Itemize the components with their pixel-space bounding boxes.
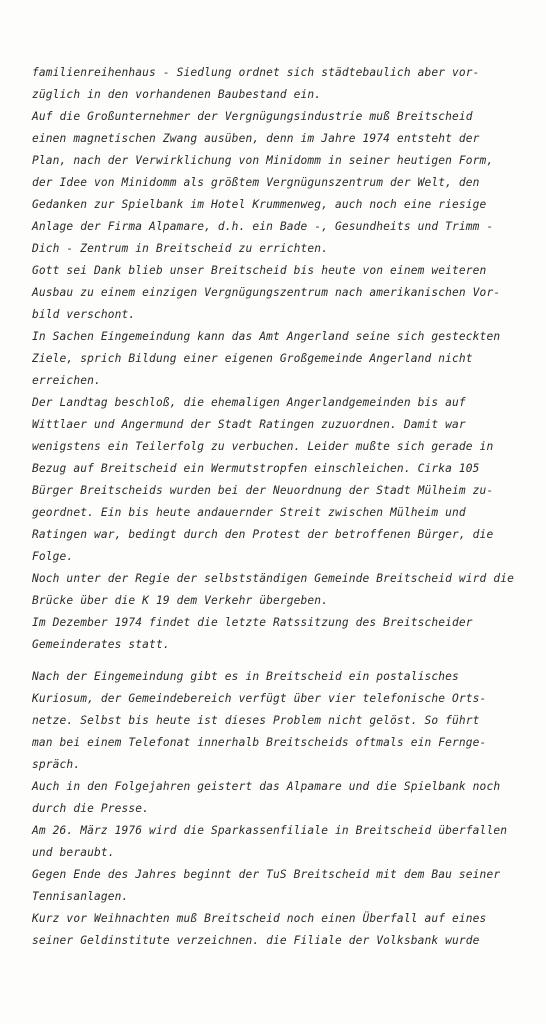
paragraph (32, 568, 532, 612)
paragraph (32, 326, 532, 392)
text-line: Gemeinderates statt. (32, 638, 170, 651)
text-line: netze. Selbst bis heute ist dieses Problem nicht gelöst. So führt (32, 714, 480, 727)
text-line: spräch. (32, 758, 81, 771)
text-line: Kurz vor Weihnachten muß Breitscheid noch einen Überfall auf eines (32, 912, 487, 925)
text-line: Gott sei Dank blieb unser Breitscheid bis heute von einem weiteren (32, 264, 487, 277)
text-line: der Idee von Minidomm als größtem Vergnügunszentrum der Welt, den (32, 176, 480, 189)
paragraph (32, 106, 532, 260)
text-line: geordnet. Ein bis heute andauernder Streit zwischen Mülheim und (32, 506, 466, 519)
paragraph (32, 820, 532, 864)
text-line: Der Landtag beschloß, die ehemaligen Angerlandgemeinden bis auf (32, 396, 466, 409)
text-line: Gegen Ende des Jahres beginnt der TuS Breitscheid mit dem Bau seiner (32, 868, 501, 881)
paragraph (32, 392, 532, 568)
text-line: Folge. (32, 550, 74, 563)
text-line: Kuriosum, der Gemeindebereich verfügt über vier telefonische Orts- (32, 692, 487, 705)
paragraph (32, 666, 532, 776)
text-line: Am 26. März 1976 wird die Sparkassenfiliale in Breitscheid überfallen (32, 824, 508, 837)
text-line: Wittlaer und Angermund der Stadt Ratingen zuzuordnen. Damit war (32, 418, 466, 431)
paragraph (32, 864, 532, 908)
text-line: Dich - Zentrum in Breitscheid zu errichten. (32, 242, 329, 255)
text-line: seiner Geldinstitute verzeichnen. die Filiale der Volksbank wurde (32, 934, 480, 947)
text-line: Bezug auf Breitscheid ein Wermutstropfen einschleichen. Cirka 105 (32, 462, 480, 475)
text-line: Bürger Breitscheids wurden bei der Neuordnung der Stadt Mülheim zu- (32, 484, 494, 497)
text-line: züglich in den vorhandenen Baubestand ein. (32, 88, 322, 101)
text-line: familienreihenhaus - Siedlung ordnet sich städtebaulich aber vor- (32, 66, 480, 79)
text-line: Anlage der Firma Alpamare, d.h. ein Bade -, Gesundheits und Trimm - (32, 220, 494, 233)
text-line: man bei einem Telefonat innerhalb Breitscheids oftmals ein Fernge- (32, 736, 487, 749)
paragraph-gap (32, 656, 532, 666)
text-line: Ratingen war, bedingt durch den Protest der betroffenen Bürger, die (32, 528, 494, 541)
text-line: erreichen. (32, 374, 101, 387)
text-line: durch die Presse. (32, 802, 150, 815)
paragraph (32, 612, 532, 656)
document-body (32, 62, 532, 952)
paragraph (32, 908, 532, 952)
text-line: einen magnetischen Zwang ausüben, denn im Jahre 1974 entsteht der (32, 132, 480, 145)
text-line: wenigstens ein Teilerfolg zu verbuchen. Leider mußte sich gerade in (32, 440, 494, 453)
text-line: Ausbau zu einem einzigen Vergnügungszentrum nach amerikanischen Vor- (32, 286, 501, 299)
paragraph (32, 260, 532, 326)
text-line: Plan, nach der Verwirklichung von Minidomm in seiner heutigen Form, (32, 154, 494, 167)
text-line: Gedanken zur Spielbank im Hotel Krummenweg, auch noch eine riesige (32, 198, 487, 211)
text-line: bild verschont. (32, 308, 136, 321)
text-line: Auch in den Folgejahren geistert das Alpamare und die Spielbank noch (32, 780, 501, 793)
paragraph (32, 62, 532, 106)
text-line: Nach der Eingemeindung gibt es in Breitscheid ein postalisches (32, 670, 459, 683)
text-line: In Sachen Eingemeindung kann das Amt Angerland seine sich gesteckten (32, 330, 501, 343)
paragraph (32, 776, 532, 820)
text-line: Brücke über die K 19 dem Verkehr übergeben. (32, 594, 329, 607)
text-line: Im Dezember 1974 findet die letzte Ratssitzung des Breitscheider (32, 616, 473, 629)
text-line: Noch unter der Regie der selbstständigen Gemeinde Breitscheid wird die (32, 572, 514, 585)
text-line: Auf die Großunternehmer der Vergnügungsindustrie muß Breitscheid (32, 110, 473, 123)
text-line: Tennisanlagen. (32, 890, 129, 903)
text-line: und beraubt. (32, 846, 115, 859)
text-line: Ziele, sprich Bildung einer eigenen Großgemeinde Angerland nicht (32, 352, 473, 365)
